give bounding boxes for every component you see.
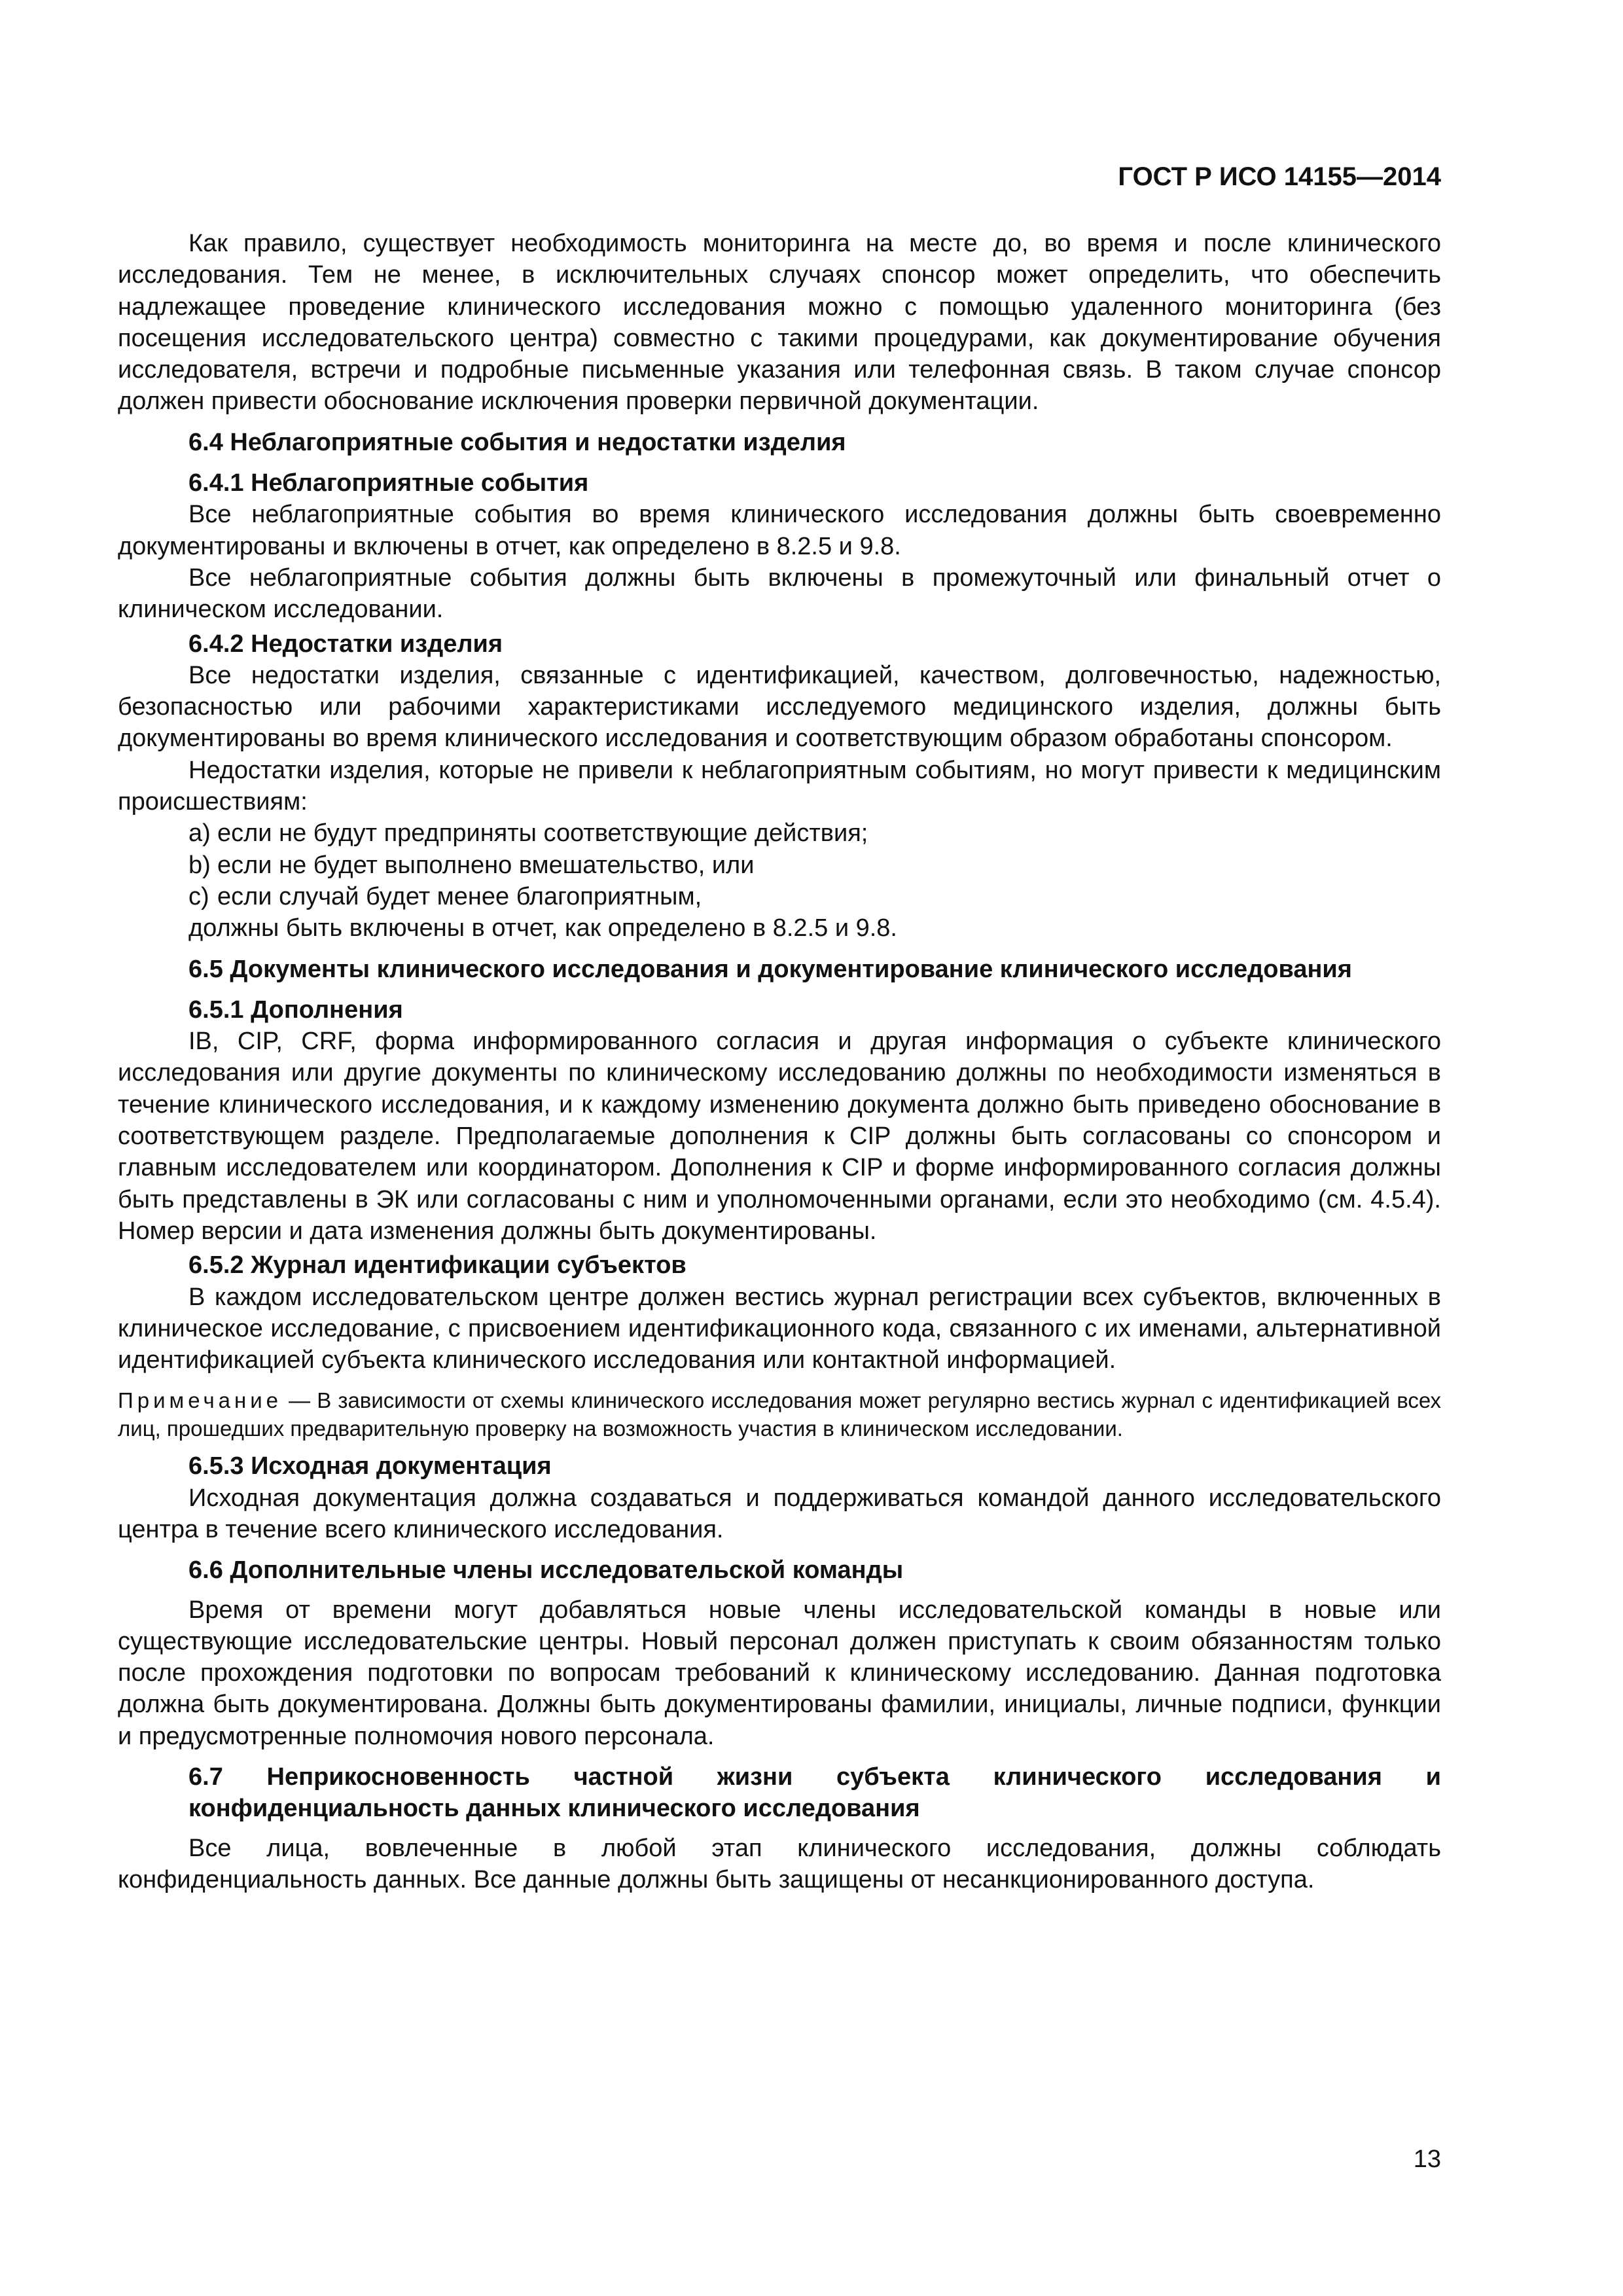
section-6-5-3-paragraph: Исходная документация должна создаваться и поддерживаться командой данного исследовательского центра в течение всего клинического исследования.: [118, 1484, 1441, 1543]
section-6-6-heading: 6.6 Дополнительные члены исследовательской команды: [188, 1556, 904, 1585]
section-6-7-heading: 6.7 Неприкосновенность частной жизни субъекта клинического исследования и конфиденциальность данных клинического исследования: [188, 1763, 1441, 1823]
section-6-4-2-paragraph-2: Недостатки изделия, которые не привели к неблагоприятным событиям, но могут привести к медицинским происшествиям:: [118, 756, 1441, 816]
intro-paragraph: Как правило, существует необходимость мониторинга на месте до, во время и после клинического исследования. Тем не менее, в исключительных случаях спонсор может определить, что обеспечить надлежащее проведение клинического исследования можно с помощью удаленного мониторинга (без посещения исследовательского центра) совместно с такими процедурами, как документирование обучения исследователя, встречи и подробные письменные указания или телефонная связь. В таком случае спонсор должен привести обоснование исключения проверки первичной документации.: [118, 230, 1441, 416]
list-item: [118, 881, 1441, 912]
page-number: 13: [1413, 2145, 1441, 2173]
section-6-7-paragraph: Все лица, вовлеченные в любой этап клинического исследования, должны соблюдать конфиденциальность данных. Все данные должны быть защищены от несанкционированного доступа.: [118, 1834, 1441, 1893]
list-marker: a): [188, 819, 211, 848]
section-6-5-2-paragraph: В каждом исследовательском центре должен вестись журнал регистрации всех субъектов, включенных в клиническое исследование, с присвоением идентификационного кода, связанного с их именами, альтернативной идентификацией субъекта клинического исследования или контактной информацией.: [118, 1283, 1441, 1374]
section-6-5-3-heading: 6.5.3 Исходная документация: [188, 1452, 552, 1480]
list-item-text: если случай будет менее благоприятным,: [217, 882, 702, 910]
standard-header: ГОСТ Р ИСО 14155—2014: [1118, 162, 1441, 191]
section-6-5-1-heading: 6.5.1 Дополнения: [188, 996, 403, 1024]
section-6-4-1-paragraph-2: Все неблагоприятные события должны быть включены в промежуточный или финальный отчет о клиническом исследовании.: [118, 564, 1441, 624]
section-6-5-2-note: [118, 1386, 1441, 1443]
section-6-4-heading: 6.4 Неблагоприятные события и недостатки изделия: [188, 428, 846, 456]
list-item: [118, 850, 1441, 881]
section-6-6-paragraph: Время от времени могут добавляться новые члены исследовательской команды в новые или существующие исследовательские центры. Новый персонал должен приступать к своим обязанностям только после прохождения подготовки по вопросам требований к клиническому исследованию. Данная подготовка должна быть документирована. Должны быть документированы фамилии, инициалы, личные подписи, функции и предусмотренные полномочия нового персонала.: [118, 1596, 1441, 1750]
section-6-5-heading: 6.5 Документы клинического исследования и документирование клинического исследования: [188, 955, 1352, 983]
list-item-text: если не будет выполнено вмешательство, или: [217, 851, 755, 879]
list-marker: c): [188, 882, 209, 910]
note-text: — В зависимости от схемы клинического исследования может регулярно вестись журнал с идентификацией всех лиц, прошедших предварительную проверку на возможность участия в клиническом исследовании.: [118, 1388, 1442, 1441]
section-6-4-1-heading: 6.4.1 Неблагоприятные события: [188, 469, 589, 497]
section-6-4-2-tail: должны быть включены в отчет, как определено в 8.2.5 и 9.8.: [188, 914, 897, 942]
list-item-text: если не будут предприняты соответствующие действия;: [217, 819, 868, 848]
list-marker: b): [188, 851, 211, 879]
note-label: Примечание: [118, 1388, 283, 1413]
list-item: [118, 817, 1441, 849]
section-6-4-2-heading: 6.4.2 Недостатки изделия: [188, 630, 503, 658]
page-content: [118, 228, 1441, 1895]
section-6-5-1-paragraph: IB, CIP, CRF, форма информированного согласия и другая информация о субъекте клинического исследования или другие документы по клиническому исследованию должны по необходимости изменяться в течение клинического исследования, и к каждому изменению документа должно быть приведено обоснование в соответствующем разделе. Предполагаемые дополнения к CIP должны быть согласованы со спонсором и главным исследователем или координатором. Дополнения к CIP и форме информированного согласия должны быть представлены в ЭК или согласованы с ним и уполномоченными органами, если это необходимо (см. 4.5.4). Номер версии и дата изменения должны быть документированы.: [118, 1028, 1441, 1245]
section-6-4-1-paragraph-1: Все неблагоприятные события во время клинического исследования должны быть своевременно документированы и включены в отчет, как определено в 8.2.5 и 9.8.: [118, 501, 1441, 560]
section-6-5-2-heading: 6.5.2 Журнал идентификации субъектов: [188, 1251, 687, 1280]
section-6-4-2-paragraph-1: Все недостатки изделия, связанные с идентификацией, качеством, долговечностью, надежностью, безопасностью или рабочими характеристиками исследуемого медицинского изделия, должны быть документированы во время клинического исследования и соответствующим образом обработаны спонсором.: [118, 661, 1441, 753]
